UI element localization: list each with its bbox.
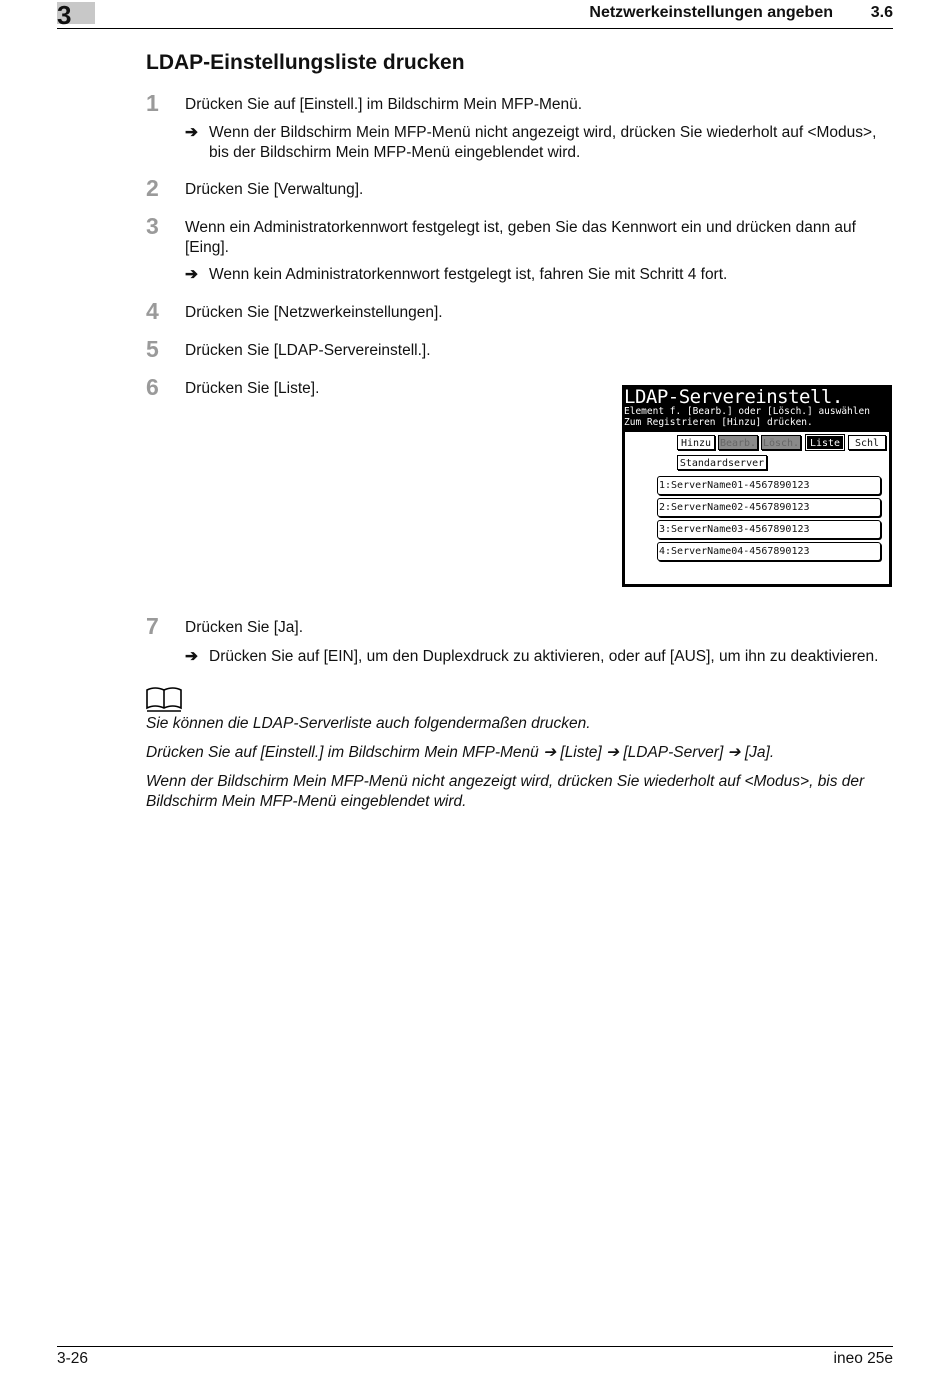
arrow-icon: ➔: [185, 124, 198, 141]
step-number: 2: [146, 175, 159, 201]
list-button[interactable]: Liste: [806, 435, 844, 450]
add-button[interactable]: Hinzu: [677, 435, 715, 450]
server-list-item[interactable]: 1:ServerName01-4567890123: [657, 476, 881, 495]
note-text: Wenn der Bildschirm Mein MFP-Menü nicht angezeigt wird, drücken Sie wiederholt auf <Modus>, bis der Bildschirm Mein MFP-Menü eingeblendet wird.: [146, 773, 865, 810]
product-name: ineo 25e: [833, 1350, 893, 1367]
ldap-settings-screen: [622, 385, 892, 587]
step-text: Drücken Sie [Ja].: [185, 619, 304, 636]
header-title: Netzwerkeinstellungen angeben: [589, 4, 833, 21]
note-text: Sie können die LDAP-Serverliste auch folgendermaßen drucken.: [146, 715, 591, 732]
step-number: 3: [146, 213, 159, 239]
book-icon: [146, 686, 182, 712]
screen-title: LDAP-Servereinstell.: [624, 386, 843, 408]
edit-button[interactable]: Bearb.: [718, 435, 758, 450]
step-number: 5: [146, 336, 159, 362]
server-list-item[interactable]: 4:ServerName04-4567890123: [657, 542, 881, 561]
server-list-item[interactable]: 2:ServerName02-4567890123: [657, 498, 881, 517]
step-text: Drücken Sie [Liste].: [185, 380, 320, 397]
header-section-number: 3.6: [870, 4, 893, 21]
step-text: Drücken Sie [LDAP-Servereinstell.].: [185, 342, 431, 359]
screen-instruction: Element f. [Bearb.] oder [Lösch.] auswählen: [624, 406, 870, 417]
footer-rule: [57, 1346, 893, 1347]
page-number: 3-26: [57, 1350, 89, 1367]
step-number: 6: [146, 374, 159, 400]
step-text: Wenn ein Administratorkennwort festgelegt ist, geben Sie das Kennwort ein und drücken dann auf [Eing].: [185, 219, 856, 256]
note-text: Drücken Sie auf [Einstell.] im Bildschirm Mein MFP-Menü ➔ [Liste] ➔ [LDAP-Server] ➔ [Ja].: [146, 744, 775, 761]
step-text: Drücken Sie auf [Einstell.] im Bildschirm Mein MFP-Menü.: [185, 96, 583, 113]
default-server-button[interactable]: Standardserver: [677, 455, 767, 470]
substep-text: Drücken Sie auf [EIN], um den Duplexdruck zu aktivieren, oder auf [AUS], um ihn zu deaktivieren.: [209, 648, 879, 665]
substep-text: Wenn kein Administratorkennwort festgelegt ist, fahren Sie mit Schritt 4 fort.: [209, 266, 728, 283]
server-list-item[interactable]: 3:ServerName03-4567890123: [657, 520, 881, 539]
step-number: 4: [146, 298, 159, 324]
step-substep: [185, 265, 890, 285]
step-text: Drücken Sie [Netzwerkeinstellungen].: [185, 304, 443, 321]
step-number: 7: [146, 613, 159, 639]
step-text: Drücken Sie [Verwaltung].: [185, 181, 364, 198]
chapter-number: 3: [57, 0, 72, 30]
step-substep: [185, 647, 890, 667]
delete-button[interactable]: Lösch.: [761, 435, 801, 450]
screen-panel: [624, 431, 890, 585]
step-substep: [185, 123, 890, 163]
arrow-icon: ➔: [185, 266, 198, 283]
header-rule: [57, 28, 893, 29]
close-button[interactable]: Schl: [848, 435, 886, 450]
screen-instruction: Zum Registrieren [Hinzu] drücken.: [624, 417, 813, 428]
substep-text: Wenn der Bildschirm Mein MFP-Menü nicht angezeigt wird, drücken Sie wiederholt auf <Modus>, bis der Bildschirm Mein MFP-Menü eingeblendet wird.: [209, 124, 877, 161]
arrow-icon: ➔: [185, 648, 198, 665]
page-title: LDAP-Einstellungsliste drucken: [146, 51, 465, 74]
step-number: 1: [146, 90, 159, 116]
